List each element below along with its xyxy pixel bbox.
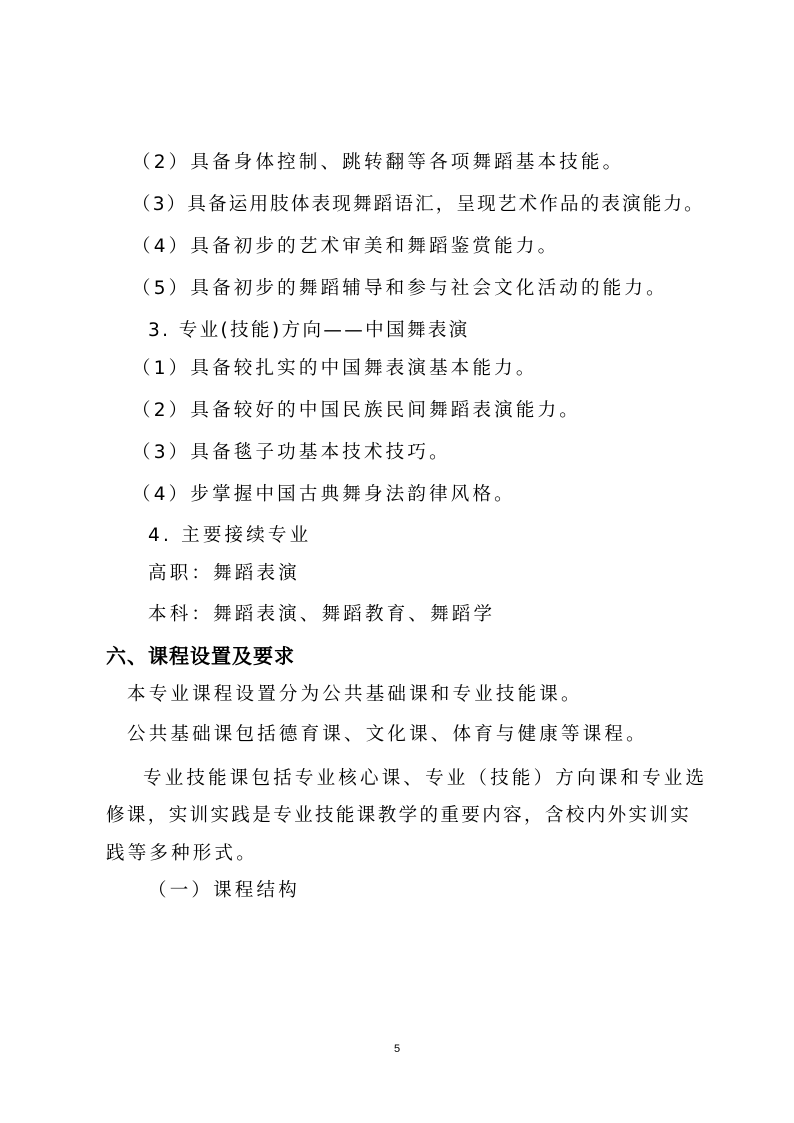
paragraph-line: 修课，实训实践是专业技能课教学的重要内容，含校内外实训实 (106, 805, 692, 826)
list-item: （2）具备身体控制、跳转翻等各项舞蹈基本技能。 (132, 152, 625, 173)
list-item: （3）具备运用肢体表现舞蹈语汇，呈现艺术作品的表演能力。 (132, 194, 705, 215)
paragraph: 本科：舞蹈表演、舞蹈教育、舞蹈学 (148, 604, 496, 625)
section-heading: 3. 专业(技能)方向——中国舞表演 (148, 320, 470, 341)
paragraph-line: 践等多种形式。 (106, 843, 258, 864)
paragraph: 高职：舞蹈表演 (148, 563, 300, 584)
list-item: （5）具备初步的舞蹈辅导和参与社会文化活动的能力。 (132, 278, 668, 299)
list-item: （4）具备初步的艺术审美和舞蹈鉴赏能力。 (132, 236, 560, 257)
list-item: （2）具备较好的中国民族民间舞蹈表演能力。 (132, 400, 581, 421)
subsection-heading: （一）课程结构 (148, 880, 300, 901)
paragraph: 公共基础课包括德育课、文化课、体育与健康等课程。 (127, 724, 648, 745)
section-heading: 4. 主要接续专业 (148, 525, 312, 546)
list-item: （1）具备较扎实的中国舞表演基本能力。 (132, 358, 538, 379)
chapter-heading: 六、课程设置及要求 (106, 644, 295, 668)
paragraph: 本专业课程设置分为公共基础课和专业技能课。 (127, 684, 583, 705)
paragraph-line: 专业技能课包括专业核心课、专业（技能）方向课和专业选 (143, 768, 708, 789)
list-item: （4）步掌握中国古典舞身法韵律风格。 (132, 484, 516, 505)
list-item: （3）具备毯子功基本技术技巧。 (132, 442, 451, 463)
page-number: 5 (393, 1043, 401, 1055)
